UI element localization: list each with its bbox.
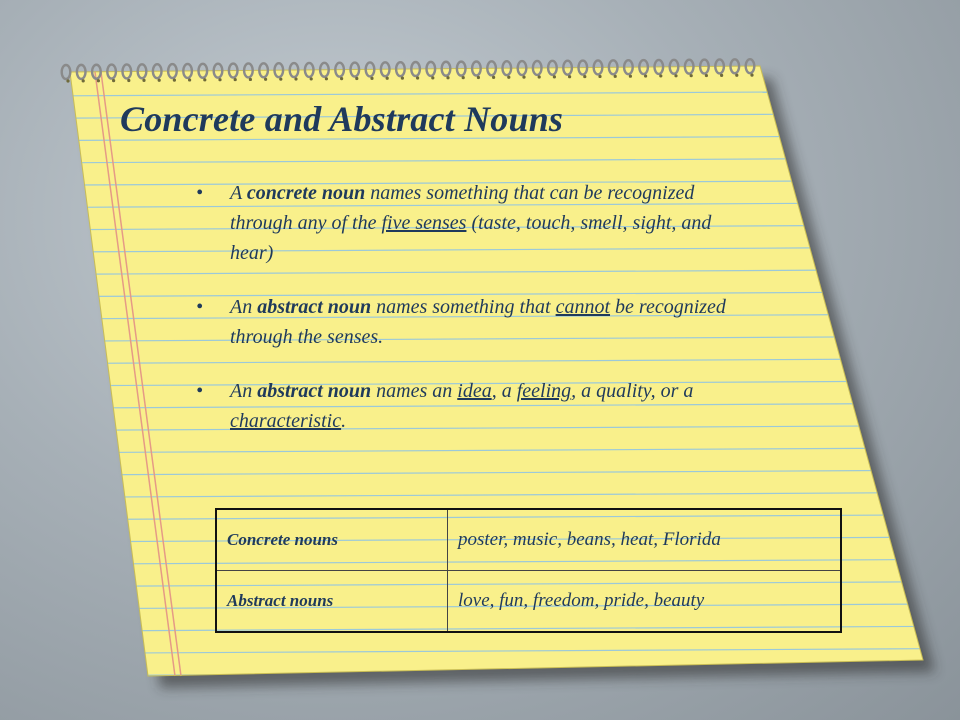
row-examples: poster, music, beans, heat, Florida [448,509,842,571]
punch-hole [720,74,723,77]
punch-hole [82,79,85,82]
punch-hole [264,78,267,81]
punch-hole [249,78,252,81]
punch-hole [538,75,541,78]
spiral-ring [107,65,116,79]
spiral-ring [229,64,238,78]
bullet-text [230,380,693,432]
punch-hole [340,77,343,80]
spiral-ring [700,60,709,74]
punch-hole [705,74,708,77]
row-examples: love, fun, freedom, pride, beauty [448,571,842,633]
punch-hole [629,75,632,78]
spiral-ring [168,64,177,78]
bold-term: abstract noun [257,296,372,318]
spiral-ring [259,63,268,77]
bullet-abstract-definition [196,292,756,352]
spiral-ring [518,61,527,75]
table-row [216,571,841,633]
spiral-ring [533,61,542,75]
punch-hole [462,76,465,79]
punch-hole [310,77,313,80]
bullet-text [230,182,711,264]
spiral-ring [487,61,496,75]
text-segment: names an [371,380,458,402]
punch-hole [522,76,525,79]
punch-hole [553,75,556,78]
punch-hole [446,76,449,79]
spiral-ring [153,64,162,78]
punch-hole [674,74,677,77]
spiral-ring [244,63,253,77]
bullet-marker: • [196,182,204,204]
punch-hole [507,76,510,79]
spiral-ring [563,61,572,75]
punch-hole [325,77,328,80]
punch-hole [477,76,480,79]
punch-hole [234,78,237,81]
punch-hole [97,79,100,82]
punch-hole [142,79,145,82]
punch-hole [386,77,389,80]
spiral-ring [199,64,208,78]
spiral-ring [351,63,360,77]
spiral-ring [609,60,618,74]
bullet-marker: • [196,296,204,318]
bullet-concrete-definition [196,178,756,268]
spiral-ring [305,63,314,77]
bold-term: abstract noun [257,380,372,402]
spiral-ring [320,63,329,77]
spiral-ring [594,60,603,74]
text-segment: An [230,380,258,402]
underlined-term: feeling [516,380,572,402]
spiral-ring [503,61,512,75]
punch-hole [66,79,69,82]
punch-hole [127,79,130,82]
spiral-ring [62,65,71,79]
punch-hole [644,74,647,77]
punch-hole [568,75,571,78]
spiral-ring [381,62,390,76]
punch-hole [750,74,753,77]
spiral-ring [685,60,694,74]
spiral-ring [442,62,451,76]
spiral-ring [670,60,679,74]
spiral-ring [366,62,375,76]
punch-hole [294,77,297,80]
spiral-ring [214,64,223,78]
spiral-ring [639,60,648,74]
spiral-ring [138,64,147,78]
spiral-ring [411,62,420,76]
spiral-ring [655,60,664,74]
spiral-ring [731,59,740,73]
punch-hole [279,78,282,81]
bullet-text [230,296,726,348]
spiral-ring [123,64,132,78]
spiral-ring [457,62,466,76]
punch-hole [188,78,191,81]
punch-hole [355,77,358,80]
spiral-ring [427,62,436,76]
text-segment: A [230,182,247,204]
punch-hole [112,79,115,82]
text-segment: names something that can be recognized through any of the [230,182,695,234]
underlined-term: cannot [555,296,611,318]
underlined-term: characteristic [230,410,342,432]
punch-hole [598,75,601,78]
punch-hole [203,78,206,81]
punch-hole [659,74,662,77]
bullet-abstract-examples [196,376,756,436]
spiral-ring [275,63,284,77]
text-segment: be recognized through the senses. [230,296,726,348]
underlined-term: idea [457,380,492,402]
punch-hole [583,75,586,78]
bullet-list [196,178,756,436]
bold-term: concrete noun [246,182,366,204]
punch-hole [492,76,495,79]
spiral-ring [335,63,344,77]
row-label: Abstract nouns [216,571,448,633]
spiral-ring [92,65,101,79]
text-segment: names something that [371,296,556,318]
spiral-ring [746,59,755,73]
spiral-ring [715,59,724,73]
punch-hole [735,74,738,77]
spiral-ring [624,60,633,74]
text-segment: An [230,296,258,318]
table-row [216,509,841,571]
bullet-marker: • [196,380,204,402]
punch-hole [690,74,693,77]
spiral-ring [290,63,299,77]
nouns-table [215,508,842,633]
punch-hole [416,76,419,79]
spiral-ring [472,61,481,75]
underlined-term: five senses [381,212,467,234]
spiral-ring [183,64,192,78]
punch-hole [431,76,434,79]
punch-hole [158,79,161,82]
text-segment: . [341,410,347,432]
punch-hole [218,78,221,81]
spiral-ring [396,62,405,76]
punch-hole [173,78,176,81]
slide-title: Concrete and Abstract Nouns [120,99,564,139]
punch-hole [401,77,404,80]
punch-hole [614,75,617,78]
text-segment: , a quality, or a [571,380,694,402]
text-segment: , a [491,380,517,402]
spiral-ring [548,61,557,75]
spiral-ring [579,61,588,75]
punch-hole [370,77,373,80]
spiral-ring [77,65,86,79]
row-label: Concrete nouns [216,509,448,571]
text-segment: (taste, touch, smell, sight, and hear) [230,212,712,264]
